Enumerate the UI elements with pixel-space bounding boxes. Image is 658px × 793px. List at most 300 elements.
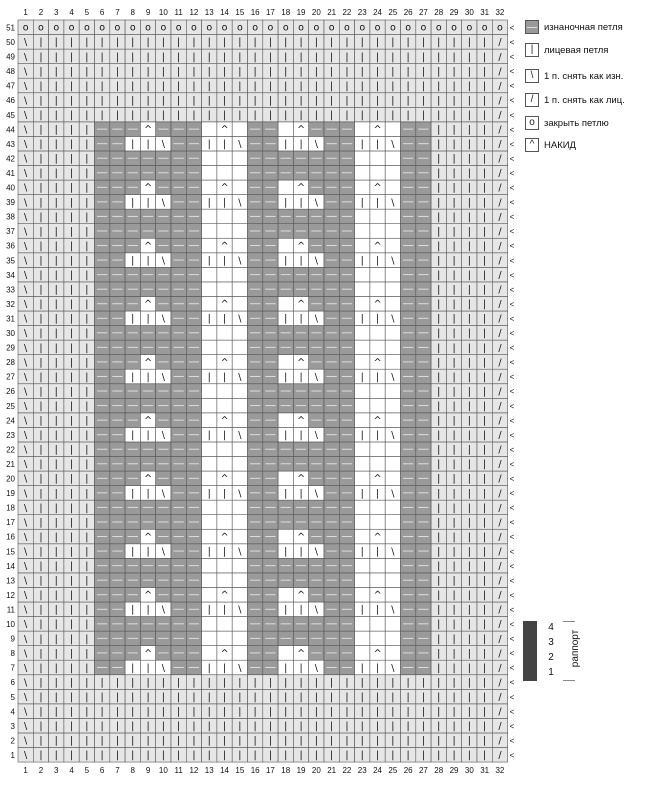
stitch-symbol: | [39,619,43,631]
stitch-symbol: | [39,750,43,762]
column-number-bottom: 12 [189,766,199,776]
stitch-symbol: | [299,706,303,718]
stitch-symbol: | [421,735,426,747]
chart-cell [385,617,400,632]
row-number: 36 [6,241,15,251]
stitch-symbol: | [483,386,487,398]
stitch-symbol: | [69,80,74,92]
row-number: 35 [6,256,15,266]
stitch-symbol: | [146,546,150,558]
stitch-symbol: | [483,284,487,296]
row-number: 7 [10,663,15,673]
stitch-symbol: | [467,561,471,573]
column-number-top: 28 [434,8,444,17]
stitch-symbol: | [483,313,487,325]
column-number-bottom: 28 [434,766,444,776]
stitch-symbol: | [299,604,303,616]
chart-cell [202,296,217,311]
stitch-symbol: | [452,633,456,645]
row-number: 13 [6,576,15,586]
stitch-symbol: | [406,66,410,78]
stitch-symbol: | [39,415,43,427]
stitch-symbol: | [54,51,58,63]
chart-grid [18,20,508,762]
stitch-symbol: | [483,270,487,282]
stitch-symbol: | [238,37,242,49]
stitch-symbol: ^ [144,648,153,660]
edge-mark: < [509,314,515,324]
column-number-top: 32 [495,8,505,17]
stitch-symbol: | [39,197,43,209]
edge-mark: < [509,270,515,280]
stitch-symbol: | [421,721,426,733]
stitch-symbol: | [299,313,303,325]
chart-cell [217,267,232,282]
stitch-symbol: | [146,109,150,121]
stitch-symbol: | [207,430,211,442]
chart-cell [217,442,232,457]
stitch-symbol: | [314,95,318,107]
stitch-symbol: | [375,313,380,325]
row-number: 10 [6,620,15,630]
stitch-symbol: / [498,517,502,529]
stitch-symbol: | [452,342,456,354]
stitch-symbol: | [284,488,288,500]
stitch-symbol: / [498,750,502,762]
chart-cell [370,500,385,515]
edge-mark: < [509,459,515,469]
chart-cell [232,209,247,224]
stitch-symbol: | [467,735,471,747]
stitch-symbol: | [69,444,74,456]
column-number-top: 23 [357,8,367,17]
stitch-symbol: | [452,444,456,456]
stitch-symbol: | [437,255,441,267]
stitch-symbol: | [100,109,104,121]
stitch-symbol: | [192,80,196,92]
stitch-symbol: | [483,677,487,689]
legend-item-slip-knit [525,91,625,109]
stitch-symbol: ^ [373,124,382,136]
chart-cell [232,340,247,355]
stitch-symbol: | [483,561,487,573]
stitch-symbol: | [299,371,303,383]
stitch-symbol: / [498,139,502,151]
stitch-symbol: | [483,51,487,63]
stitch-symbol: | [375,95,380,107]
chart-cell [217,384,232,399]
stitch-symbol: | [85,662,89,674]
stitch-symbol: | [69,662,74,674]
stitch-symbol: | [54,575,58,587]
stitch-symbol: | [146,750,150,762]
stitch-symbol: \ [24,109,28,121]
stitch-symbol: | [467,270,471,282]
chart-cell [370,209,385,224]
stitch-symbol: | [483,575,487,587]
stitch-symbol: \ [24,51,28,63]
stitch-symbol: \ [24,691,28,703]
stitch-symbol: | [131,255,135,267]
stitch-symbol: | [39,124,43,136]
stitch-symbol: | [421,80,426,92]
column-number-bottom: 17 [265,766,275,776]
stitch-symbol: / [498,124,502,136]
stitch-symbol: / [498,459,502,471]
stitch-symbol: | [452,313,456,325]
stitch-symbol: / [498,604,502,616]
stitch-symbol: | [39,444,43,456]
stitch-symbol: | [39,284,43,296]
stitch-symbol: | [467,371,471,383]
stitch-symbol: \ [238,255,242,267]
edge-mark: < [509,518,515,528]
stitch-symbol: | [483,517,487,529]
stitch-symbol: | [452,386,456,398]
stitch-symbol: \ [24,590,28,602]
stitch-symbol: | [406,721,410,733]
stitch-symbol: | [146,735,150,747]
stitch-symbol: | [192,677,196,689]
edge-mark: < [509,125,515,135]
stitch-symbol: | [238,735,242,747]
stitch-symbol: | [100,721,104,733]
stitch-symbol: | [483,459,487,471]
stitch-symbol: \ [24,386,28,398]
stitch-symbol: o [313,22,320,34]
stitch-symbol: o [145,22,151,34]
column-number-top: 29 [449,8,459,17]
stitch-symbol: | [391,735,395,747]
stitch-symbol: | [299,662,303,674]
row-number: 38 [6,212,15,222]
stitch-symbol: | [69,197,74,209]
stitch-symbol: | [467,604,471,616]
stitch-symbol: | [437,270,441,282]
row-number: 29 [6,343,15,353]
column-number-top: 25 [388,8,398,17]
repeat-row-number: 2 [548,652,554,663]
stitch-symbol: \ [238,546,242,558]
stitch-symbol: | [54,153,58,165]
stitch-symbol: | [437,386,441,398]
chart-cell [232,617,247,632]
stitch-symbol: \ [314,197,318,209]
stitch-symbol: \ [238,604,242,616]
chart-cell [385,558,400,573]
stitch-symbol: | [452,473,456,485]
stitch-symbol: ^ [373,415,382,427]
chart-cell [202,267,217,282]
stitch-symbol: | [69,575,74,587]
stitch-symbol: | [131,488,135,500]
stitch-symbol: | [467,66,471,78]
stitch-symbol: | [85,677,89,689]
stitch-symbol: | [467,226,471,238]
stitch-symbol: ^ [144,182,153,194]
stitch-symbol: | [452,415,456,427]
edge-mark: < [509,547,515,557]
stitch-symbol: \ [24,502,28,514]
stitch-symbol: ^ [297,415,306,427]
column-number-bottom: 31 [480,766,490,776]
stitch-symbol: | [452,531,456,543]
column-number-bottom: 23 [357,766,367,776]
stitch-symbol: \ [24,430,28,442]
repeat-label: раппорт [570,629,582,668]
stitch-symbol: | [54,590,58,602]
stitch-symbol: \ [24,168,28,180]
stitch-symbol: | [452,561,456,573]
stitch-symbol: | [146,721,150,733]
chart-cell [202,442,217,457]
stitch-symbol: / [498,386,502,398]
stitch-symbol: \ [391,430,395,442]
stitch-symbol: | [54,415,58,427]
stitch-symbol: | [483,37,487,49]
column-number-bottom: 1 [23,766,28,776]
stitch-symbol: o [267,22,274,34]
stitch-symbol: | [69,561,74,573]
stitch-symbol: | [330,721,334,733]
chart-cell [385,326,400,341]
stitch-symbol: | [161,80,165,92]
stitch-symbol: | [467,400,471,412]
row-number: 16 [6,532,15,542]
stitch-symbol: | [131,51,135,63]
edge-mark: < [509,576,515,586]
stitch-symbol: | [207,750,211,762]
stitch-symbol: / [498,735,502,747]
stitch-symbol: | [360,546,364,558]
stitch-symbol: | [54,546,58,558]
stitch-symbol: \ [238,488,242,500]
chart-cell [385,267,400,282]
chart-cell [232,631,247,646]
stitch-symbol: o [83,22,90,34]
stitch-symbol: | [69,633,74,645]
stitch-symbol: | [69,531,74,543]
stitch-symbol: | [39,211,43,223]
edge-mark: < [509,430,515,440]
chart-cell [202,457,217,472]
stitch-symbol: | [146,691,150,703]
row-number: 27 [6,372,15,382]
stitch-symbol: | [437,662,441,674]
row-number: 2 [10,736,15,746]
stitch-symbol: | [375,430,380,442]
stitch-symbol: | [54,430,58,442]
stitch-symbol: | [330,677,334,689]
stitch-symbol: | [161,95,165,107]
stitch-symbol: | [207,197,211,209]
stitch-symbol: | [161,735,165,747]
stitch-symbol: | [85,502,89,514]
stitch-symbol: | [345,95,349,107]
stitch-symbol: | [483,124,487,136]
stitch-symbol: | [85,270,89,282]
chart-cell [385,573,400,588]
stitch-symbol: | [222,750,227,762]
stitch-symbol: | [437,153,441,165]
stitch-symbol: \ [391,662,395,674]
stitch-symbol: | [238,80,242,92]
stitch-symbol: | [238,51,242,63]
stitch-symbol: | [391,66,395,78]
stitch-symbol: | [177,80,181,92]
stitch-symbol: | [421,37,426,49]
stitch-symbol: \ [24,721,28,733]
stitch-symbol: | [360,677,364,689]
chart-cell [355,238,370,253]
stitch-symbol: | [467,299,471,311]
stitch-symbol: | [131,662,135,674]
slip-knitwise-icon: / [525,93,539,107]
stitch-symbol: | [207,95,211,107]
row-number: 48 [6,67,15,77]
repeat-row-number: 3 [548,637,554,648]
bind-off-icon: o [525,116,539,130]
stitch-symbol: | [69,240,74,252]
stitch-symbol: | [483,197,487,209]
chart-cell [355,558,370,573]
chart-cell [370,515,385,530]
stitch-symbol: | [299,546,303,558]
stitch-symbol: | [483,502,487,514]
stitch-symbol: | [39,662,43,674]
chart-cell [355,340,370,355]
stitch-symbol: | [360,604,364,616]
stitch-symbol: | [467,662,471,674]
stitch-symbol: | [192,109,196,121]
chart-cell [355,500,370,515]
stitch-symbol: | [85,561,89,573]
stitch-symbol: | [452,502,456,514]
stitch-symbol: | [54,168,58,180]
stitch-symbol: | [483,648,487,660]
stitch-symbol: | [54,124,58,136]
stitch-symbol: | [391,37,395,49]
stitch-symbol: | [238,691,242,703]
stitch-symbol: / [498,357,502,369]
stitch-symbol: | [483,590,487,602]
row-number: 44 [6,125,15,135]
stitch-symbol: | [39,721,43,733]
chart-cell [355,413,370,428]
stitch-symbol: | [375,255,380,267]
stitch-symbol: | [421,66,426,78]
edge-mark: < [509,692,515,702]
stitch-symbol: | [146,488,150,500]
stitch-symbol: | [467,459,471,471]
stitch-symbol: | [115,109,120,121]
stitch-symbol: | [421,109,426,121]
stitch-symbol: \ [24,604,28,616]
stitch-symbol: | [85,444,89,456]
stitch-symbol: | [360,80,364,92]
stitch-symbol: \ [24,139,28,151]
stitch-symbol: | [69,619,74,631]
stitch-symbol: | [330,37,334,49]
chart-cell [278,646,293,661]
stitch-symbol: | [452,750,456,762]
chart-cell [385,166,400,181]
stitch-symbol: | [360,255,364,267]
stitch-symbol: | [39,66,43,78]
stitch-symbol: | [284,371,288,383]
chart-cell [232,457,247,472]
stitch-symbol: | [161,51,165,63]
stitch-symbol: | [437,677,441,689]
stitch-symbol: | [85,517,89,529]
knit-stitch-icon: | [525,43,539,57]
stitch-symbol: | [69,255,74,267]
column-number-bottom: 21 [327,766,337,776]
stitch-symbol: | [467,95,471,107]
stitch-symbol: | [314,721,318,733]
stitch-symbol: ^ [220,590,229,602]
stitch-symbol: | [85,168,89,180]
stitch-symbol: ^ [297,299,306,311]
column-number-top: 27 [418,8,428,17]
stitch-symbol: | [177,109,181,121]
stitch-symbol: | [268,37,273,49]
chart-cell [355,398,370,413]
row-number: 40 [6,183,15,193]
stitch-symbol: | [268,80,273,92]
stitch-symbol: o [328,22,335,34]
column-number-top: 3 [54,8,59,17]
stitch-symbol: | [115,735,120,747]
stitch-symbol: | [100,691,104,703]
stitch-symbol: | [69,226,74,238]
stitch-symbol: | [131,735,135,747]
stitch-symbol: | [207,735,211,747]
stitch-symbol: | [452,706,456,718]
column-number-top: 17 [265,8,275,17]
stitch-symbol: ^ [144,531,153,543]
chart-cell [202,646,217,661]
stitch-symbol: ^ [220,299,229,311]
stitch-symbol: \ [238,662,242,674]
row-number: 18 [6,503,15,513]
stitch-symbol: | [360,488,364,500]
stitch-symbol: | [85,575,89,587]
column-number-bottom: 3 [54,766,59,776]
edge-mark: < [509,387,515,397]
column-number-bottom: 26 [403,766,413,776]
stitch-symbol: | [375,735,380,747]
stitch-symbol: | [207,371,211,383]
stitch-symbol: | [85,721,89,733]
stitch-symbol: | [483,488,487,500]
stitch-symbol: | [467,357,471,369]
stitch-symbol: \ [391,313,395,325]
chart-cell [385,631,400,646]
stitch-symbol: | [284,197,288,209]
stitch-symbol: o [298,22,304,34]
stitch-symbol: | [375,139,380,151]
stitch-symbol: / [498,721,502,733]
stitch-symbol: | [284,313,288,325]
stitch-symbol: | [85,400,89,412]
stitch-symbol: | [146,662,150,674]
stitch-symbol: | [131,139,135,151]
stitch-symbol: / [498,66,502,78]
chart-cell [355,326,370,341]
stitch-symbol: | [54,517,58,529]
stitch-symbol: | [115,37,120,49]
